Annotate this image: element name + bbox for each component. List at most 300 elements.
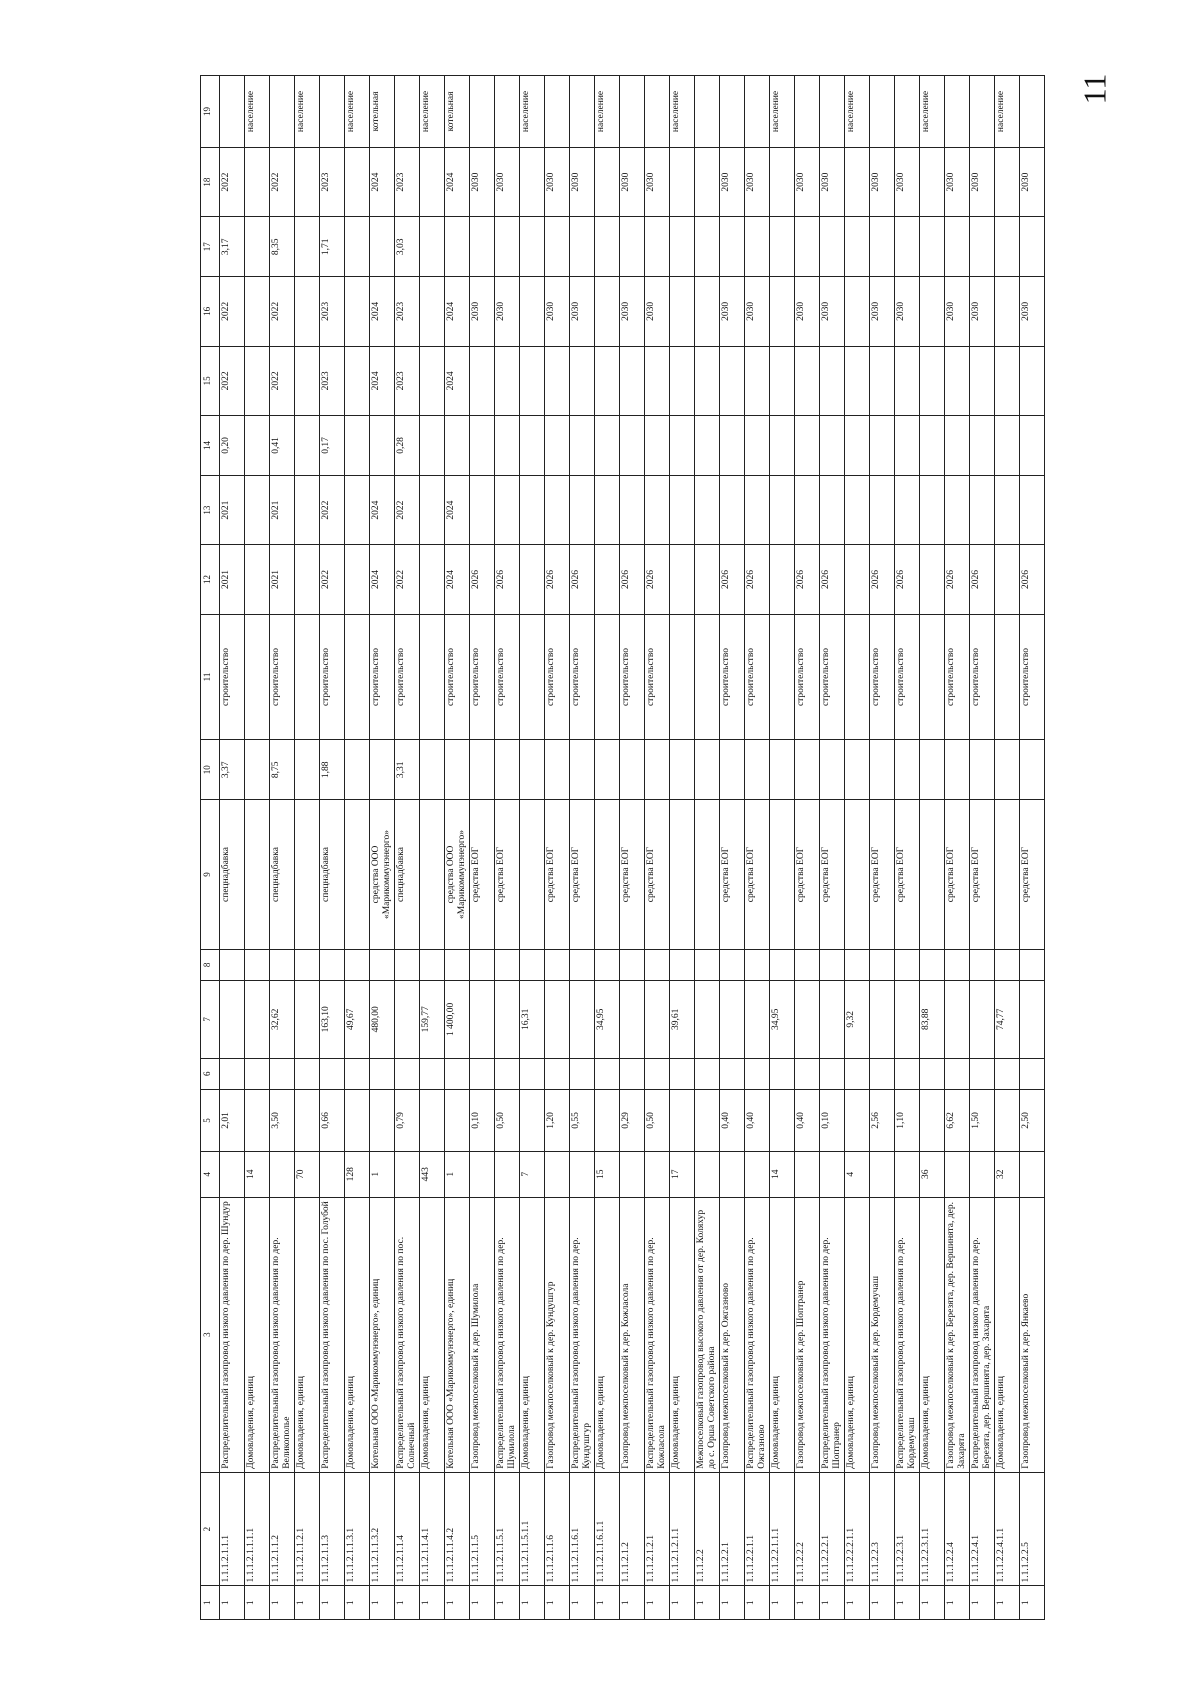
table-cell xyxy=(945,1058,970,1089)
table-cell: 0,10 xyxy=(820,1089,845,1151)
table-cell xyxy=(520,614,545,740)
table-cell xyxy=(845,740,870,800)
column-header-13: 13 xyxy=(201,475,220,544)
table-cell xyxy=(595,1058,620,1089)
table-cell: 2021 xyxy=(270,475,295,544)
table-cell xyxy=(670,346,695,415)
table-cell: Домовладения, единиц xyxy=(420,1197,445,1472)
table-cell: 74,77 xyxy=(995,980,1020,1058)
table-cell xyxy=(695,545,720,614)
table-cell xyxy=(570,980,595,1058)
table-cell: 0,79 xyxy=(395,1089,420,1151)
table-cell: 2030 xyxy=(870,277,895,346)
table-cell xyxy=(495,980,520,1058)
table-cell xyxy=(295,980,320,1058)
table-cell xyxy=(295,147,320,216)
table-cell: 2030 xyxy=(620,147,645,216)
table-cell: 2030 xyxy=(970,147,995,216)
table-cell: 2022 xyxy=(270,346,295,415)
table-cell xyxy=(320,949,345,980)
table-cell: население xyxy=(245,76,270,148)
table-cell xyxy=(670,1058,695,1089)
table-cell: 1.1.1.2.1.1.3.2 xyxy=(370,1472,395,1586)
table-cell xyxy=(920,346,945,415)
table-cell: 1.1.1.2.1.2.1 xyxy=(645,1472,670,1586)
table-cell xyxy=(770,614,795,740)
table-cell xyxy=(770,416,795,476)
table-cell: спецнадбавка xyxy=(220,800,245,950)
table-cell: 83,88 xyxy=(920,980,945,1058)
table-cell: 1 xyxy=(220,1586,245,1620)
table-cell: 2024 xyxy=(370,147,395,216)
table-cell: 2030 xyxy=(795,147,820,216)
table-cell xyxy=(445,740,470,800)
table-cell xyxy=(945,475,970,544)
table-cell xyxy=(295,1089,320,1151)
table-cell xyxy=(520,277,545,346)
table-cell xyxy=(420,545,445,614)
table-cell xyxy=(295,475,320,544)
table-cell xyxy=(820,1152,845,1197)
table-cell xyxy=(295,1058,320,1089)
table-cell xyxy=(570,1152,595,1197)
table-cell: 1 xyxy=(845,1586,870,1620)
table-cell xyxy=(920,949,945,980)
table-cell xyxy=(920,545,945,614)
table-cell xyxy=(995,949,1020,980)
table-cell: средства ЕОГ xyxy=(495,800,520,950)
table-cell: 2026 xyxy=(470,545,495,614)
table-cell xyxy=(245,800,270,950)
table-cell xyxy=(220,76,245,148)
table-cell xyxy=(720,1152,745,1197)
table-cell: 2026 xyxy=(795,545,820,614)
table-cell xyxy=(570,1058,595,1089)
table-cell: 2026 xyxy=(745,545,770,614)
table-cell xyxy=(645,217,670,277)
table-cell xyxy=(895,949,920,980)
table-cell xyxy=(695,147,720,216)
table-cell: 2030 xyxy=(495,147,520,216)
table-cell xyxy=(395,980,420,1058)
table-cell: средства ООО «Марикоммунэнерго» xyxy=(445,800,470,950)
table-cell: 34,95 xyxy=(770,980,795,1058)
table-cell: 128 xyxy=(345,1152,370,1197)
table-cell xyxy=(895,1058,920,1089)
table-cell xyxy=(545,217,570,277)
table-cell: 2023 xyxy=(320,147,345,216)
table-cell xyxy=(670,614,695,740)
table-row xyxy=(945,76,970,1620)
table-cell xyxy=(995,416,1020,476)
table-cell: 1.1.1.2.2.4.1 xyxy=(970,1472,995,1586)
table-cell: 6,62 xyxy=(945,1089,970,1151)
table-cell xyxy=(345,614,370,740)
table-cell: 36 xyxy=(920,1152,945,1197)
table-cell xyxy=(995,475,1020,544)
table-cell xyxy=(995,740,1020,800)
table-cell xyxy=(645,1152,670,1197)
table-cell xyxy=(1020,1058,1045,1089)
page-number: 11 xyxy=(1076,73,1113,105)
table-cell xyxy=(420,1058,445,1089)
table-cell xyxy=(295,277,320,346)
table-cell: средства ООО «Марикоммунэнерго» xyxy=(370,800,395,950)
table-cell: Домовладения, единиц xyxy=(845,1197,870,1472)
table-cell xyxy=(470,217,495,277)
table-cell: Распределительный газопровод низкого давления по дер. Шумилола xyxy=(495,1197,520,1472)
table-cell xyxy=(795,346,820,415)
table-cell xyxy=(795,1152,820,1197)
table-cell xyxy=(845,800,870,950)
table-cell xyxy=(745,1058,770,1089)
table-cell: 3,17 xyxy=(220,217,245,277)
table-row xyxy=(695,76,720,1620)
table-cell xyxy=(445,217,470,277)
table-cell: 1 xyxy=(520,1586,545,1620)
table-cell xyxy=(520,800,545,950)
table-cell: 1 xyxy=(445,1152,470,1197)
table-cell xyxy=(270,1058,295,1089)
table-cell: 2024 xyxy=(370,545,395,614)
table-cell xyxy=(420,614,445,740)
table-cell: население xyxy=(845,76,870,148)
table-cell: 2030 xyxy=(795,277,820,346)
table-cell xyxy=(720,980,745,1058)
table-cell: 1.1.1.2.1.1.3.1 xyxy=(345,1472,370,1586)
table-cell: 8,75 xyxy=(270,740,295,800)
table-cell: котельная xyxy=(445,76,470,148)
table-cell xyxy=(945,1152,970,1197)
table-cell xyxy=(970,76,995,148)
table-row xyxy=(570,76,595,1620)
table-cell xyxy=(270,1152,295,1197)
table-cell: Котельная ООО «Марикоммунэнерго», единиц xyxy=(445,1197,470,1472)
table-cell xyxy=(570,949,595,980)
table-cell: 2023 xyxy=(395,147,420,216)
table-cell xyxy=(345,1058,370,1089)
table-cell: 2024 xyxy=(445,475,470,544)
table-cell xyxy=(795,740,820,800)
table-cell xyxy=(870,949,895,980)
table-cell xyxy=(670,949,695,980)
table-cell: 1.1.1.2.2.1 xyxy=(720,1472,745,1586)
table-cell: 1 xyxy=(395,1586,420,1620)
table-cell: 1 xyxy=(370,1586,395,1620)
table-cell xyxy=(895,76,920,148)
table-cell xyxy=(695,980,720,1058)
table-row xyxy=(845,76,870,1620)
column-header-2: 2 xyxy=(201,1472,220,1586)
table-cell: 1 xyxy=(495,1586,520,1620)
table-cell xyxy=(845,217,870,277)
table-cell xyxy=(570,217,595,277)
table-cell: Газопровод межпоселковый к дер. Шоптранер xyxy=(795,1197,820,1472)
table-cell: 1 xyxy=(820,1586,845,1620)
table-cell xyxy=(920,614,945,740)
table-cell xyxy=(520,545,545,614)
table-cell xyxy=(945,980,970,1058)
table-row xyxy=(670,76,695,1620)
table-cell: 443 xyxy=(420,1152,445,1197)
table-cell: 0,40 xyxy=(720,1089,745,1151)
table-cell: Домовладения, единиц xyxy=(595,1197,620,1472)
table-cell xyxy=(895,217,920,277)
table-cell: 1 400,00 xyxy=(445,980,470,1058)
table-cell xyxy=(420,416,445,476)
table-cell xyxy=(245,614,270,740)
column-header-19: 19 xyxy=(201,76,220,148)
table-cell xyxy=(1020,416,1045,476)
table-cell xyxy=(345,949,370,980)
table-cell: 2030 xyxy=(945,277,970,346)
table-cell: Распределительный газопровод низкого давления по дер. Кундушгур xyxy=(570,1197,595,1472)
table-cell xyxy=(995,545,1020,614)
table-cell: 2023 xyxy=(395,346,420,415)
table-cell xyxy=(995,346,1020,415)
table-cell: 1 xyxy=(620,1586,645,1620)
table-cell: 2026 xyxy=(495,545,520,614)
table-cell xyxy=(920,475,945,544)
table-cell xyxy=(470,740,495,800)
table-row xyxy=(495,76,520,1620)
table-cell xyxy=(620,217,645,277)
table-cell: 2022 xyxy=(220,147,245,216)
table-cell xyxy=(770,277,795,346)
table-cell xyxy=(720,949,745,980)
table-cell xyxy=(670,1089,695,1151)
table-cell xyxy=(845,475,870,544)
table-cell: Домовладения, единиц xyxy=(670,1197,695,1472)
table-cell xyxy=(370,949,395,980)
column-header-5: 5 xyxy=(201,1089,220,1151)
table-cell xyxy=(295,346,320,415)
table-cell xyxy=(920,277,945,346)
table-cell: спецнадбавка xyxy=(320,800,345,950)
table-row xyxy=(795,76,820,1620)
table-cell: средства ЕОГ xyxy=(720,800,745,950)
table-cell xyxy=(495,76,520,148)
table-cell: 0,40 xyxy=(795,1089,820,1151)
table-cell xyxy=(1020,949,1045,980)
table-cell xyxy=(745,475,770,544)
table-cell xyxy=(645,1058,670,1089)
table-cell xyxy=(345,416,370,476)
table-cell: 1 xyxy=(720,1586,745,1620)
table-cell xyxy=(320,76,345,148)
table-cell: 2,56 xyxy=(870,1089,895,1151)
table-cell: средства ЕОГ xyxy=(470,800,495,950)
table-cell xyxy=(520,1058,545,1089)
table-row xyxy=(545,76,570,1620)
table-cell xyxy=(770,1089,795,1151)
table-cell xyxy=(795,949,820,980)
table-cell: 1 xyxy=(770,1586,795,1620)
table-cell: 0,17 xyxy=(320,416,345,476)
table-cell xyxy=(545,346,570,415)
table-cell xyxy=(745,740,770,800)
table-cell: 2026 xyxy=(720,545,745,614)
table-cell xyxy=(695,76,720,148)
table-cell xyxy=(795,76,820,148)
table-cell xyxy=(1020,1152,1045,1197)
table-cell xyxy=(520,346,545,415)
table-cell xyxy=(695,277,720,346)
table-cell: 2024 xyxy=(445,147,470,216)
table-cell: средства ЕОГ xyxy=(570,800,595,950)
table-cell xyxy=(870,740,895,800)
table-cell xyxy=(245,217,270,277)
table-cell xyxy=(245,147,270,216)
table-cell: 2030 xyxy=(645,277,670,346)
table-cell xyxy=(570,740,595,800)
table-row xyxy=(995,76,1020,1620)
table-cell xyxy=(620,475,645,544)
table-cell xyxy=(670,147,695,216)
table-cell: Газопровод межпоселковый к дер. Шумилола xyxy=(470,1197,495,1472)
table-cell: строительство xyxy=(495,614,520,740)
table-cell xyxy=(820,346,845,415)
table-cell: 2026 xyxy=(570,545,595,614)
table-cell xyxy=(295,217,320,277)
table-cell xyxy=(470,949,495,980)
column-header-1: 1 xyxy=(201,1586,220,1620)
table-cell xyxy=(1020,217,1045,277)
table-cell xyxy=(620,980,645,1058)
table-cell xyxy=(495,1058,520,1089)
table-cell: 1.1.1.2.2.3 xyxy=(870,1472,895,1586)
table-cell xyxy=(495,346,520,415)
table-cell xyxy=(970,346,995,415)
table-row xyxy=(720,76,745,1620)
table-cell: Домовладения, единиц xyxy=(520,1197,545,1472)
column-header-16: 16 xyxy=(201,277,220,346)
table-row xyxy=(745,76,770,1620)
table-cell: 49,67 xyxy=(345,980,370,1058)
table-cell xyxy=(420,277,445,346)
table-cell xyxy=(470,1152,495,1197)
table-cell: 0,28 xyxy=(395,416,420,476)
table-cell: 2022 xyxy=(395,475,420,544)
table-cell xyxy=(395,1058,420,1089)
table-cell xyxy=(445,1058,470,1089)
table-cell: 1 xyxy=(1020,1586,1045,1620)
table-cell xyxy=(295,740,320,800)
table-cell xyxy=(420,475,445,544)
table-cell xyxy=(395,76,420,148)
table-cell: 2021 xyxy=(270,545,295,614)
table-cell xyxy=(945,346,970,415)
table-cell xyxy=(620,76,645,148)
table-cell xyxy=(995,217,1020,277)
table-cell xyxy=(795,416,820,476)
table-cell: 1,71 xyxy=(320,217,345,277)
table-cell xyxy=(970,949,995,980)
table-cell: 1.1.1.2.2.3.1 xyxy=(895,1472,920,1586)
table-cell xyxy=(595,800,620,950)
table-cell: 2024 xyxy=(370,346,395,415)
column-header-17: 17 xyxy=(201,217,220,277)
table-cell: 1.1.1.2.1.1.5.1.1 xyxy=(520,1472,545,1586)
table-cell: Газопровод межпоселковый к дер. Кордемучаш xyxy=(870,1197,895,1472)
table-cell: средства ЕОГ xyxy=(970,800,995,950)
table-cell xyxy=(720,1058,745,1089)
table-cell xyxy=(945,740,970,800)
table-cell xyxy=(920,1089,945,1151)
table-cell xyxy=(895,416,920,476)
table-cell: Газопровод межпоселковый к дер. Янкаево xyxy=(1020,1197,1045,1472)
table-cell xyxy=(995,614,1020,740)
table-cell xyxy=(345,740,370,800)
table-cell xyxy=(745,217,770,277)
table-cell xyxy=(445,1089,470,1151)
table-cell xyxy=(520,217,545,277)
table-cell: 14 xyxy=(770,1152,795,1197)
table-cell: 2023 xyxy=(320,346,345,415)
table-cell: 1 xyxy=(945,1586,970,1620)
table-cell xyxy=(670,416,695,476)
table-cell: 0,50 xyxy=(645,1089,670,1151)
table-cell: 1 xyxy=(295,1586,320,1620)
table-cell xyxy=(495,1152,520,1197)
table-cell xyxy=(870,1152,895,1197)
table-cell xyxy=(695,740,720,800)
table-cell xyxy=(695,416,720,476)
table-cell: 2023 xyxy=(395,277,420,346)
table-cell xyxy=(720,740,745,800)
table-cell xyxy=(245,545,270,614)
table-cell: 2021 xyxy=(220,545,245,614)
table-cell xyxy=(420,949,445,980)
table-cell: 2026 xyxy=(820,545,845,614)
table-cell: строительство xyxy=(570,614,595,740)
table-cell xyxy=(745,980,770,1058)
table-cell xyxy=(745,1152,770,1197)
table-cell xyxy=(1020,76,1045,148)
table-cell: Распределительный газопровод низкого давления по пос. Солнечный xyxy=(395,1197,420,1472)
table-cell xyxy=(545,1152,570,1197)
table-cell xyxy=(420,740,445,800)
table-cell: 32 xyxy=(995,1152,1020,1197)
table-cell xyxy=(845,416,870,476)
table-cell: 15 xyxy=(595,1152,620,1197)
table-cell: 1 xyxy=(670,1586,695,1620)
table-cell: 1.1.1.2.2.2.1 xyxy=(820,1472,845,1586)
table-cell: 1.1.1.2.1.1.2 xyxy=(270,1472,295,1586)
table-row xyxy=(295,76,320,1620)
table-cell: 2030 xyxy=(1020,147,1045,216)
table-cell: строительство xyxy=(970,614,995,740)
table-row xyxy=(520,76,545,1620)
table-cell: строительство xyxy=(945,614,970,740)
table-cell xyxy=(820,217,845,277)
table-row xyxy=(445,76,470,1620)
table-cell xyxy=(345,800,370,950)
table-cell xyxy=(545,475,570,544)
table-cell: 8,35 xyxy=(270,217,295,277)
table-cell xyxy=(970,980,995,1058)
table-cell: 159,77 xyxy=(420,980,445,1058)
table-cell: 1.1.1.2.2.3.1.1 xyxy=(920,1472,945,1586)
table-cell: строительство xyxy=(445,614,470,740)
column-header-12: 12 xyxy=(201,545,220,614)
table-cell xyxy=(495,217,520,277)
table-cell xyxy=(720,346,745,415)
table-cell xyxy=(870,475,895,544)
table-cell xyxy=(670,475,695,544)
table-cell: 2024 xyxy=(445,277,470,346)
table-cell: 9,32 xyxy=(845,980,870,1058)
